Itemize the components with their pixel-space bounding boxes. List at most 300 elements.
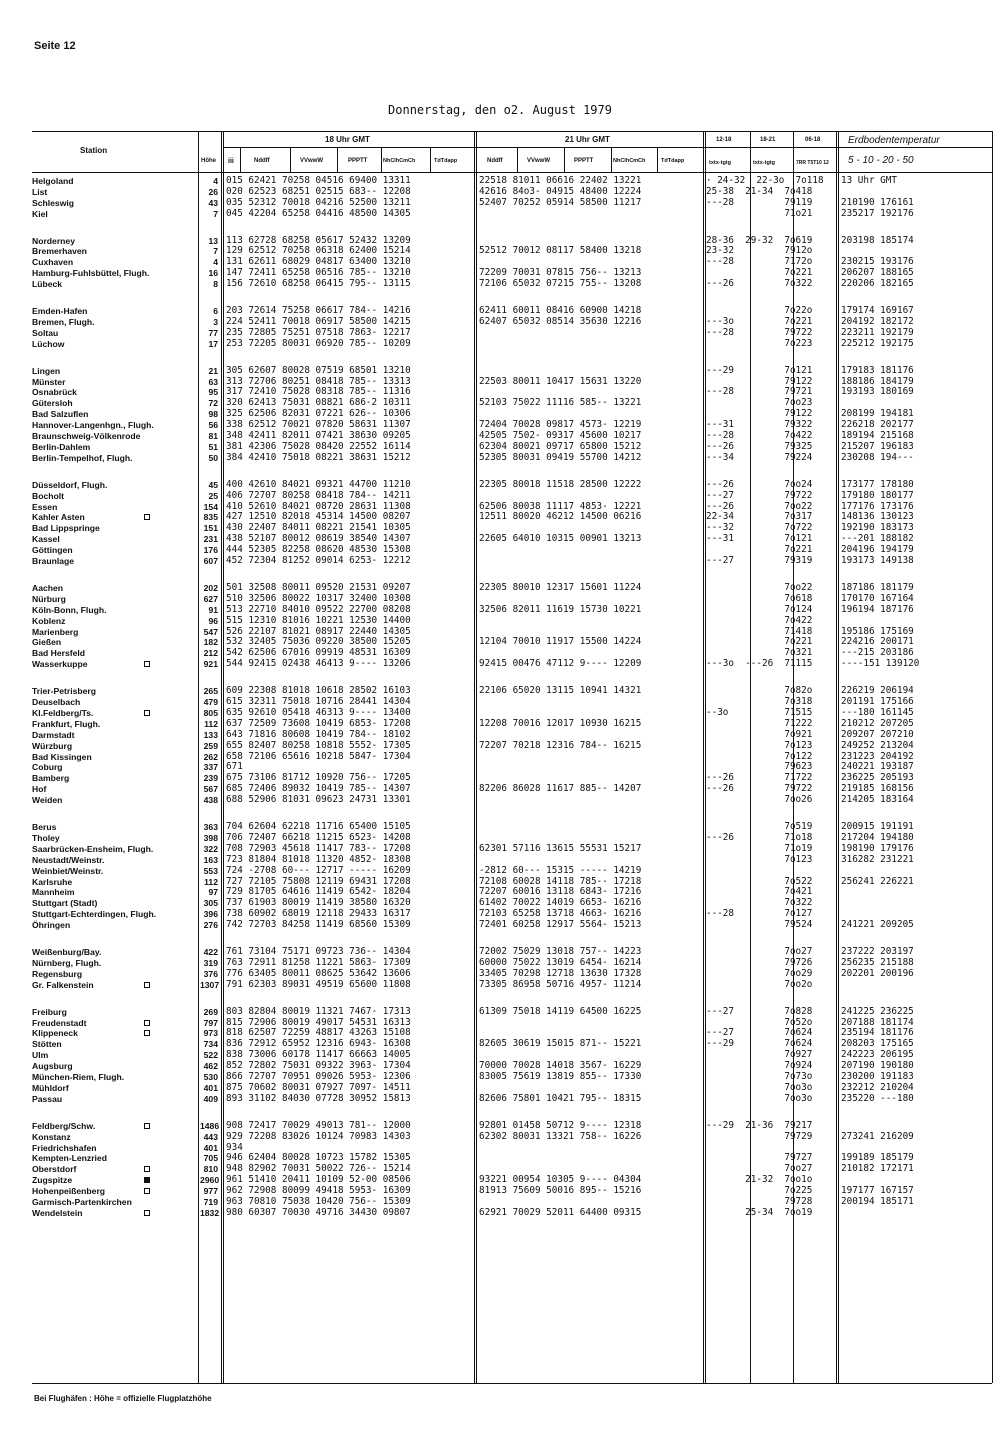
obs-18-line: 963 70810 75038 10420 756-- 15309 — [226, 1196, 411, 1208]
soil-temp-line: 197177 167157 — [841, 1185, 914, 1197]
station-label: Weinbiet/Weinstr. — [32, 865, 104, 876]
page-title: Donnerstag, den o2. August 1979 — [388, 103, 612, 117]
soil-temp-line: 209207 207210 — [841, 728, 914, 740]
soil-temp-line: 224216 200171 — [841, 636, 914, 648]
header-period-1-sub: txtx-tgtg — [709, 160, 731, 166]
height-group — [200, 1121, 220, 1219]
mountain-station-filled-marker-icon — [144, 1177, 150, 1183]
obs-18-line: 742 72703 84258 11419 68560 15309 — [226, 919, 411, 931]
station-label: Lübeck — [32, 279, 63, 290]
header-21-col-1: Nddff — [487, 158, 503, 164]
station-label: Frankfurt, Flugh. — [32, 718, 101, 729]
soil-temp-line: 177176 173176 — [841, 500, 914, 512]
station-label: Friedrichshafen — [32, 1142, 97, 1153]
station-height: 98 — [208, 409, 218, 420]
station-name — [32, 306, 200, 317]
period-line: 25-34 7oo19 — [706, 1206, 813, 1218]
station-label: Feldberg/Schw. — [32, 1120, 96, 1131]
station-name — [32, 920, 200, 931]
header-21-uhr: 21 Uhr GMT — [565, 135, 610, 144]
station-label: Ulm — [32, 1050, 49, 1061]
station-label: Karlsruhe — [32, 876, 73, 887]
obs-18-line: 724 -2708 60--- 12717 ----- 16209 — [226, 864, 411, 876]
station-label: Braunschweig-Völkenrode — [32, 431, 141, 442]
obs-21-group — [479, 1121, 641, 1219]
obs-18-group — [226, 176, 411, 220]
station-name — [32, 377, 200, 388]
period-line: ---26 7o322 — [706, 278, 813, 290]
station-label: Osnabrück — [32, 387, 77, 398]
obs-18-group — [226, 1121, 411, 1219]
station-name — [32, 491, 200, 502]
obs-21-line: 82606 75801 10421 795-- 18315 — [479, 1092, 642, 1104]
station-label: Wasserkuppe — [32, 659, 88, 670]
station-name — [32, 1208, 200, 1219]
station-label: Weiden — [32, 795, 63, 806]
period-line: 7oo27 — [706, 946, 813, 958]
mountain-station-marker-icon — [144, 1123, 150, 1129]
soil-temp-group — [841, 822, 914, 931]
soil-temp-group — [841, 1121, 914, 1219]
soil-temp-line: 217204 194180 — [841, 831, 914, 843]
height-group — [200, 306, 220, 350]
height-group — [200, 480, 220, 567]
station-height: 322 — [203, 843, 218, 854]
station-group — [32, 236, 200, 290]
obs-21-line: 72207 70218 12316 784-- 16215 — [479, 739, 642, 751]
station-label: Darmstadt — [32, 729, 75, 740]
station-height: 462 — [203, 1061, 218, 1072]
station-name — [32, 480, 200, 491]
soil-temp-line: 210190 176161 — [841, 196, 914, 208]
station-height: 25 — [208, 490, 218, 501]
soil-temp-line — [841, 616, 919, 627]
obs-18-line: 738 60902 68019 12118 29433 16317 — [226, 908, 411, 920]
mountain-station-marker-icon — [144, 1030, 150, 1036]
period-line: 7o123 — [706, 739, 813, 751]
soil-temp-group — [841, 480, 914, 567]
obs-21-line: 62407 65032 08514 35630 12216 — [479, 315, 642, 327]
period-group — [706, 822, 812, 931]
station-name — [32, 431, 200, 442]
station-height: 151 — [203, 523, 218, 534]
soil-temp-line: 208203 175165 — [841, 1038, 914, 1050]
period-group — [706, 686, 812, 806]
station-label: Augsburg — [32, 1061, 73, 1072]
period-line: 23-32 7912o — [706, 245, 813, 257]
obs-18-line: 609 22308 81018 10618 28502 16103 — [226, 685, 411, 697]
obs-18-line: 444 52305 82258 08620 48530 15308 — [226, 544, 411, 556]
period-line: 22-34 7o317 — [706, 511, 813, 523]
obs-21-line — [479, 822, 641, 833]
station-name — [32, 257, 200, 268]
station-height: 401 — [203, 1082, 218, 1093]
obs-18-line: 526 22107 81021 08917 22440 14305 — [226, 625, 411, 637]
period-line: 7o52o — [706, 1016, 813, 1028]
obs-18-line: 427 12510 82018 45314 14500 08207 — [226, 511, 411, 523]
station-label: Stuttgart-Echterdingen, Flugh. — [32, 909, 157, 920]
station-name — [32, 442, 200, 453]
station-name — [32, 833, 200, 844]
obs-18-line: 729 81705 64616 11419 6542- 18204 — [226, 886, 411, 898]
station-height: 567 — [203, 784, 218, 795]
soil-temp-line: 192190 183173 — [841, 522, 914, 534]
obs-21-line: 62506 80038 11117 4853- 12221 — [479, 500, 642, 512]
station-height: 705 — [203, 1153, 218, 1164]
obs-21-line: 72209 70031 07815 756-- 13213 — [479, 267, 642, 279]
period-line: 79726 — [706, 956, 813, 968]
station-label: Bremen, Flugh. — [32, 316, 95, 327]
soil-temp-line: 196194 187176 — [841, 603, 914, 615]
station-label: Bad Lippspringe — [32, 523, 100, 534]
station-height: 401 — [203, 1142, 218, 1153]
period-line: 7oo3o — [706, 1092, 813, 1104]
obs-21-line: -2812 60--- 15315 ----- 14219 — [479, 864, 642, 876]
period-line: 7o122 — [706, 750, 813, 762]
station-name — [32, 1061, 200, 1072]
soil-temp-line: 210182 172171 — [841, 1163, 914, 1175]
obs-21-group — [479, 366, 641, 464]
period-line: 7o73o — [706, 1071, 813, 1083]
header-18-col-4: NhClhCmCh — [383, 158, 416, 164]
station-name — [32, 980, 200, 991]
soil-temp-line — [841, 980, 914, 991]
obs-21-line: 32506 82011 11619 15730 10221 — [479, 603, 642, 615]
period-line — [706, 866, 812, 877]
station-name — [32, 502, 200, 513]
station-name — [32, 909, 200, 920]
station-label: Coburg — [32, 762, 63, 773]
obs-21-line — [479, 1018, 641, 1029]
period-line: 7oo3o — [706, 1081, 813, 1093]
station-label: Bamberg — [32, 773, 70, 784]
station-height: 276 — [203, 920, 218, 931]
period-line: 7oo26 — [706, 794, 813, 806]
station-name — [32, 198, 200, 209]
station-height: 6 — [213, 306, 218, 317]
header-period-2: 18-21 — [760, 137, 776, 143]
station-name — [32, 594, 200, 605]
station-label: Tholey — [32, 832, 60, 843]
station-height: 269 — [203, 1006, 218, 1017]
station-name — [32, 545, 200, 556]
soil-temp-line: 225212 192175 — [841, 337, 914, 349]
soil-temp-line: 201191 175166 — [841, 696, 914, 708]
station-label: Wendelstein — [32, 1207, 83, 1218]
period-line: ---26 79325 — [706, 440, 813, 452]
header-period-1: 12-18 — [716, 137, 732, 143]
soil-temp-line: 198190 179176 — [841, 842, 914, 854]
obs-21-line — [479, 339, 641, 350]
station-name — [32, 366, 200, 377]
period-line: 28-36 29-32 7o619 — [706, 234, 813, 246]
header-period-3-sub: 7RR T5T10 12 — [796, 160, 829, 166]
station-label: Passau — [32, 1093, 63, 1104]
obs-21-line: 62304 80021 09717 65800 15212 — [479, 440, 642, 452]
station-name — [32, 420, 200, 431]
station-name — [32, 969, 200, 980]
station-label: München-Riem, Flugh. — [32, 1072, 125, 1083]
station-height: 4 — [213, 257, 218, 268]
station-label: Gr. Falkenstein — [32, 979, 94, 990]
station-height: 607 — [203, 556, 218, 567]
soil-temp-group — [841, 583, 919, 670]
obs-18-line: 384 42410 75018 08221 38631 15212 — [226, 451, 411, 463]
obs-21-line: 70000 70028 14018 3567- 16229 — [479, 1060, 642, 1072]
station-name — [32, 887, 200, 898]
period-line: ---34 79224 — [706, 451, 813, 463]
soil-temp-line: 230200 191183 — [841, 1071, 914, 1083]
station-label: Emden-Hafen — [32, 306, 88, 317]
obs-18-line: 893 31102 84030 07728 30952 15813 — [226, 1092, 411, 1104]
station-height: 396 — [203, 909, 218, 920]
obs-18-line: 643 71816 80608 10419 784-- 18102 — [226, 728, 411, 740]
station-label: Koblenz — [32, 615, 66, 626]
obs-18-line: 305 62607 80028 07519 68501 13210 — [226, 364, 411, 376]
station-label: Stuttgart (Stadt) — [32, 898, 98, 909]
station-label: Garmisch-Partenkirchen — [32, 1197, 132, 1208]
station-label: Lüchow — [32, 338, 65, 349]
station-name — [32, 209, 200, 220]
station-height: 265 — [203, 686, 218, 697]
obs-21-line: 12208 70016 12017 10930 16215 — [479, 717, 642, 729]
obs-21-line: 52512 70012 08117 58400 13218 — [479, 245, 642, 257]
station-label: Cuxhaven — [32, 257, 74, 268]
soil-temp-group — [841, 366, 914, 464]
obs-21-line — [479, 752, 641, 763]
period-line: ---29 7o121 — [706, 364, 813, 376]
station-height: 259 — [203, 740, 218, 751]
station-name — [32, 1164, 200, 1175]
station-label: Trier-Petrisberg — [32, 686, 96, 697]
station-height: 43 — [208, 197, 218, 208]
station-name — [32, 1175, 200, 1186]
station-label: Helgoland — [32, 176, 74, 186]
obs-21-line: 82206 86028 11617 885-- 14207 — [479, 783, 642, 795]
height-group — [200, 176, 220, 220]
obs-18-group — [226, 686, 411, 806]
station-height: 56 — [208, 420, 218, 431]
station-label: Essen — [32, 501, 58, 512]
obs-21-line — [479, 795, 641, 806]
obs-18-group — [226, 236, 411, 290]
obs-18-line: 675 73106 81712 10920 756-- 17205 — [226, 772, 411, 784]
obs-18-line: 615 32311 75018 10716 28441 14304 — [226, 696, 411, 708]
station-label: Regensburg — [32, 968, 83, 979]
obs-18-line: 708 72903 45618 11417 783-- 17208 — [226, 842, 411, 854]
station-height: 112 — [204, 718, 218, 729]
period-line: 7o225 — [706, 1185, 813, 1197]
station-height: 72 — [208, 398, 218, 409]
obs-18-line: 452 72304 81252 09014 6253- 12212 — [226, 555, 411, 567]
period-line: 79623 — [706, 761, 813, 773]
station-name — [32, 1132, 200, 1143]
period-line: 7o322 — [706, 897, 813, 909]
station-name — [32, 1094, 200, 1105]
station-label: Kassel — [32, 534, 60, 545]
station-height: 443 — [203, 1131, 218, 1142]
station-group — [32, 1007, 200, 1105]
soil-temp-line: ---215 203186 — [841, 647, 914, 659]
header-period-2-sub: txtx-tgtg — [753, 160, 775, 166]
period-group — [706, 306, 812, 350]
period-line: ---27 7o624 — [706, 1027, 813, 1039]
soil-temp-line: 256241 226221 — [841, 875, 914, 887]
period-line: 71222 — [706, 717, 813, 729]
station-height: 13 — [208, 235, 218, 246]
station-label: Kl.Feldberg/Ts. — [32, 707, 94, 718]
station-height: 45 — [208, 479, 218, 490]
soil-temp-line: 226218 202177 — [841, 419, 914, 431]
soil-temp-line: 200194 185171 — [841, 1196, 914, 1208]
soil-temp-line: ---180 161145 — [841, 706, 914, 718]
obs-21-line: 72207 60016 13118 6843- 17216 — [479, 886, 642, 898]
soil-temp-line: 226219 206194 — [841, 685, 914, 697]
station-name — [32, 648, 200, 659]
period-line: ---32 7o722 — [706, 522, 813, 534]
station-name — [32, 741, 200, 752]
soil-temp-group — [841, 306, 914, 350]
height-group — [200, 366, 220, 464]
obs-21-line: 22305 80018 11518 28500 12222 — [479, 478, 642, 490]
station-label: Lingen — [32, 365, 61, 376]
obs-18-line: 113 62728 68258 05617 52432 13209 — [226, 234, 411, 246]
station-name — [32, 1050, 200, 1061]
header-18-col-3: PPPTT — [348, 158, 368, 164]
soil-temp-line: 273241 216209 — [841, 1130, 914, 1142]
obs-21-group — [479, 686, 641, 806]
station-name — [32, 236, 200, 247]
period-line: ---31 79322 — [706, 419, 813, 431]
period-line: 71o21 — [706, 207, 813, 219]
station-name — [32, 616, 200, 627]
period-line: 7oo2o — [706, 978, 813, 990]
station-height: 810 — [203, 1164, 218, 1175]
obs-18-line: 946 62404 80028 10723 15782 15305 — [226, 1152, 411, 1164]
station-height: 17 — [208, 338, 218, 349]
station-label: Deuselbach — [32, 697, 81, 708]
obs-18-line: 962 72908 80099 49418 5953- 16309 — [226, 1185, 411, 1197]
station-name — [32, 795, 200, 806]
station-name — [32, 752, 200, 763]
station-height: 154 — [203, 501, 218, 512]
obs-21-line — [479, 491, 641, 502]
station-label: Marienberg — [32, 626, 79, 637]
obs-21-line — [479, 697, 641, 708]
station-name — [32, 453, 200, 464]
soil-temp-group — [841, 176, 914, 220]
station-name — [32, 1143, 200, 1154]
period-line: 7o123 — [706, 853, 813, 865]
mountain-station-marker-icon — [144, 710, 150, 716]
station-name — [32, 1039, 200, 1050]
period-line: ---28 7o127 — [706, 908, 813, 920]
header-erdboden-depths: 5 - 10 - 20 - 50 — [848, 155, 914, 166]
obs-18-line: 803 82804 80019 11321 7467- 17313 — [226, 1005, 411, 1017]
station-height: 530 — [203, 1072, 218, 1083]
station-name — [32, 1121, 200, 1132]
soil-temp-line: ---201 188182 — [841, 533, 914, 545]
obs-21-line: 52305 80031 09419 55700 14212 — [479, 451, 642, 463]
obs-18-line: 737 61903 80019 11419 38580 16320 — [226, 897, 411, 909]
header-iii: iii — [228, 158, 234, 165]
soil-temp-line: 232212 210204 — [841, 1081, 914, 1093]
obs-21-line: 12104 70010 11917 15500 14224 — [479, 636, 642, 648]
period-line: ---26 7oo22 — [706, 500, 813, 512]
station-group — [32, 1121, 200, 1219]
obs-18-line: 224 52411 70018 06917 58500 14215 — [226, 315, 411, 327]
station-height: 2960 — [200, 1175, 220, 1186]
period-line: 71418 — [706, 625, 813, 637]
station-name — [32, 556, 200, 567]
period-line: 7o519 — [706, 821, 813, 833]
station-height: 7 — [213, 246, 218, 257]
obs-21-line: 82605 30619 15015 871-- 15221 — [479, 1038, 642, 1050]
obs-21-line: 83005 75619 13819 855-- 17330 — [479, 1071, 642, 1083]
soil-temp-line: 13 Uhr GMT — [841, 175, 897, 186]
soil-temp-line: 235194 181176 — [841, 1027, 914, 1039]
obs-18-line: 637 72509 73608 10419 6853- 17208 — [226, 717, 411, 729]
height-group — [200, 947, 220, 991]
station-label: Düsseldorf, Flugh. — [32, 479, 108, 490]
station-group — [32, 366, 200, 464]
station-label: Zugspitze — [32, 1175, 73, 1186]
station-height: 398 — [203, 832, 218, 843]
station-name — [32, 398, 200, 409]
soil-temp-line: 203198 185174 — [841, 234, 914, 246]
mountain-station-marker-icon — [144, 1020, 150, 1026]
obs-18-line: 838 73006 60178 11417 66663 14005 — [226, 1049, 411, 1061]
obs-21-line — [479, 762, 641, 773]
mountain-station-marker-icon — [144, 1210, 150, 1216]
station-label: Köln-Bonn, Flugh. — [32, 604, 107, 615]
period-line: 7o421 — [706, 886, 813, 898]
period-line: --3o 71515 — [706, 706, 813, 718]
soil-temp-line: 170170 167164 — [841, 592, 914, 604]
station-label: Münster — [32, 376, 66, 387]
height-group — [200, 1007, 220, 1105]
soil-temp-line — [841, 1208, 914, 1219]
station-height: 176 — [203, 545, 218, 556]
period-line: 7o124 — [706, 603, 813, 615]
obs-18-line: 156 72610 68258 06415 795-- 13115 — [226, 278, 411, 290]
obs-18-line: 438 52107 80012 08619 38540 14307 — [226, 533, 411, 545]
soil-temp-line: 235217 192176 — [841, 207, 914, 219]
obs-21-line: 72002 75029 13018 757-- 14223 — [479, 946, 642, 958]
obs-21-line — [479, 1153, 641, 1164]
station-name — [32, 877, 200, 888]
station-height: 409 — [203, 1093, 218, 1104]
station-label: Bad Hersfeld — [32, 648, 86, 659]
obs-18-line: 544 92415 02438 46413 9---- 13206 — [226, 658, 411, 670]
obs-18-line: 513 22710 84010 09522 22700 08208 — [226, 603, 411, 615]
station-label: Gütersloh — [32, 398, 73, 409]
soil-temp-line: 188186 184179 — [841, 375, 914, 387]
soil-temp-line — [841, 866, 914, 877]
period-line: 79727 — [706, 1152, 813, 1164]
soil-temp-line: 199189 185179 — [841, 1152, 914, 1164]
soil-temp-line: 215207 196183 — [841, 440, 914, 452]
obs-18-line: 948 82902 70031 50022 726-- 15214 — [226, 1163, 411, 1175]
station-height: 202 — [203, 583, 218, 593]
obs-21-line: 73305 86958 50716 4957- 11214 — [479, 978, 642, 990]
period-line: ---28 79119 — [706, 196, 813, 208]
soil-temp-line: 204196 194179 — [841, 544, 914, 556]
obs-18-line: 515 12310 81016 10221 12530 14400 — [226, 614, 411, 626]
obs-18-group — [226, 366, 411, 464]
obs-18-line: 020 62523 68251 02515 683-- 12208 — [226, 185, 411, 197]
station-height: 63 — [208, 376, 218, 387]
